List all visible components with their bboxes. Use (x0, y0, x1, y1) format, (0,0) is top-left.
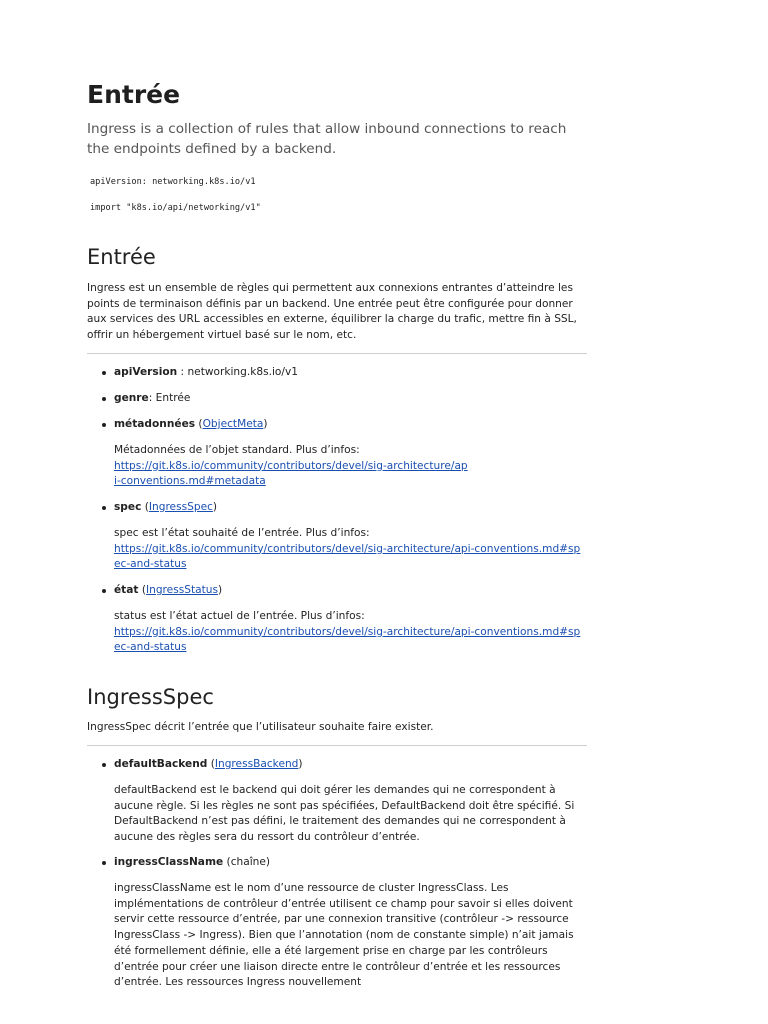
type-link-ingressspec[interactable]: IngressSpec (148, 501, 213, 513)
section-description-ingressspec: IngressSpec décrit l’entrée que l’utilisateur souhaite faire exister. (87, 721, 434, 733)
bullet-icon (102, 861, 106, 865)
code-api-version: apiVersion: networking.k8s.io/v1 (90, 177, 256, 187)
field-name: genre (114, 392, 149, 404)
section-divider (87, 353, 587, 354)
field-description: ingressClassName est le nom d’une ressource de cluster IngressClass. Les implémentations de contrôleur d’entrée utilisent ce champ pour savoir si elles doivent servir cette ressource d’entrée, par une connexion transitive (contrôleur -> ressource IngressClass -> Ingress). Bien que l’annotation (nom de constante simple) n’ait jamais été formellement définie, elle a été largement prise en charge par les contrôleurs d’entrée pour créer une liaison directe entre le contrôleur d’entrée et les ressources d’entrée. Les ressources Ingress nouvellement (114, 882, 574, 989)
section-heading-ingressspec: IngressSpec (87, 685, 214, 709)
doc-link-spec-status[interactable]: https://git.k8s.io/community/contributors/devel/sig-architecture/api-conventions.md#spec-and-status (114, 542, 581, 571)
field-name: apiVersion (114, 366, 178, 378)
section-description-entree: Ingress est un ensemble de règles qui permettent aux connexions entrantes d’atteindre les points de terminaison définis par un backend. Une entrée peut être configurée pour donner aux services des URL accessibles en externe, équilibrer la charge du trafic, mettre fin à SSL, offrir un hébergement virtuel basé sur le nom, etc. (87, 282, 577, 342)
field-name: defaultBackend (114, 758, 208, 770)
doc-link-metadata[interactable]: https://git.k8s.io/community/contributors/devel/sig-architecture/api-conventions.md#metadata (114, 459, 468, 488)
bullet-icon (102, 423, 106, 427)
field-name: spec (114, 501, 142, 513)
section-divider (87, 745, 587, 746)
doc-link-spec-status[interactable]: https://git.k8s.io/community/contributors/devel/sig-architecture/api-conventions.md#spec-and-status (114, 625, 581, 654)
field-description (114, 609, 590, 656)
bullet-icon (102, 763, 106, 767)
field-description-text: status est l’état actuel de l’entrée. Plus d’infos: (114, 610, 365, 622)
type-link-ingressbackend[interactable]: IngressBackend (214, 758, 299, 770)
field-name: état (114, 584, 139, 596)
bullet-icon (102, 589, 106, 593)
field-description-text: spec est l’état souhaité de l’entrée. Plus d’infos: (114, 527, 370, 539)
type-link-objectmeta[interactable]: ObjectMeta (202, 418, 264, 430)
field-value: : networking.k8s.io/v1 (177, 366, 298, 378)
section-heading-entree: Entrée (87, 245, 156, 269)
bullet-icon (102, 506, 106, 510)
page-title: Entrée (87, 80, 181, 109)
field-description (114, 443, 590, 490)
type-link-ingressstatus[interactable]: IngressStatus (145, 584, 218, 596)
field-description (114, 526, 590, 573)
field-name: ingressClassName (114, 856, 224, 868)
field-description: defaultBackend est le backend qui doit gérer les demandes qui ne correspondent à aucune règle. Si les règles ne sont pas spécifiées, DefaultBackend doit être spécifié. Si DefaultBackend n’est pas défini, le traitement des demandes qui ne correspondent à aucune des règles sera du ressort du contrôleur d’entrée. (114, 784, 575, 844)
bullet-icon (102, 371, 106, 375)
code-import: import "k8s.io/api/networking/v1" (90, 203, 261, 213)
page-lead: Ingress is a collection of rules that allow inbound connections to reach the endpoints defined by a backend. (87, 121, 567, 157)
field-description-text: Métadonnées de l’objet standard. Plus d’infos: (114, 444, 360, 456)
bullet-icon (102, 397, 106, 401)
field-value: : Entrée (148, 392, 191, 404)
field-name: métadonnées (114, 418, 196, 430)
field-type: (chaîne) (223, 856, 271, 868)
